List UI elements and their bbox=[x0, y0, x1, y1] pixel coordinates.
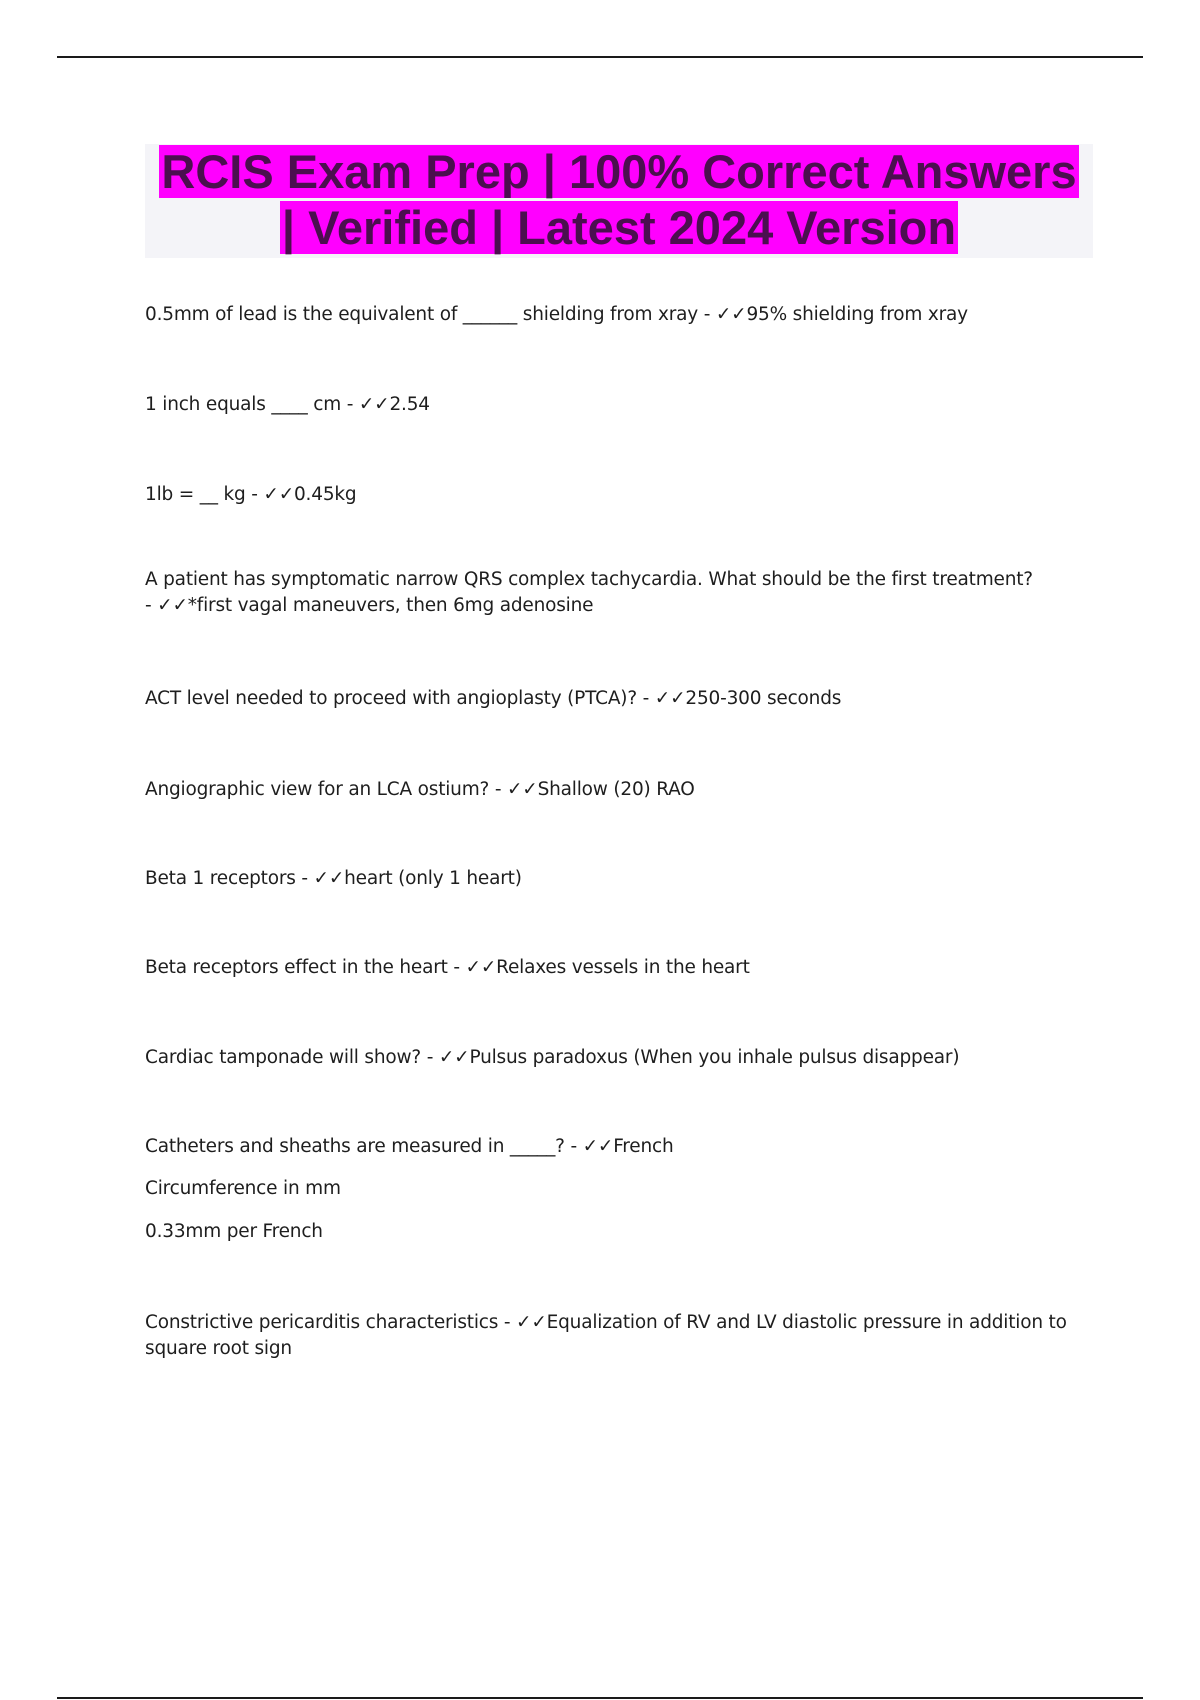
qa-text: Beta 1 receptors - ✓✓heart (only 1 heart) bbox=[145, 868, 522, 889]
qa-text: 1 inch equals ____ cm - ✓✓2.54 bbox=[145, 394, 430, 415]
qa-text: Constrictive pericarditis characteristics - ✓✓Equalization of RV and LV diastolic pressure in addition to square root sign bbox=[145, 1312, 1067, 1359]
qa-text: Cardiac tamponade will show? - ✓✓Pulsus paradoxus (When you inhale pulsus disappear) bbox=[145, 1047, 960, 1068]
qa-item bbox=[145, 686, 1095, 712]
document-title bbox=[145, 144, 1093, 258]
header-rule bbox=[57, 56, 1143, 58]
qa-text: Beta receptors effect in the heart - ✓✓Relaxes vessels in the heart bbox=[145, 957, 750, 978]
qa-text: A patient has symptomatic narrow QRS complex tachycardia. What should be the first treatment? - ✓✓*first vagal maneuvers, then 6mg adenosine bbox=[145, 569, 1033, 616]
qa-text: ACT level needed to proceed with angioplasty (PTCA)? - ✓✓250-300 seconds bbox=[145, 688, 842, 709]
qa-text: Catheters and sheaths are measured in _____? - ✓✓French bbox=[145, 1136, 674, 1157]
qa-item bbox=[145, 777, 1095, 803]
qa-item bbox=[145, 1134, 1095, 1245]
qa-item bbox=[145, 1310, 1080, 1362]
qa-item bbox=[145, 302, 1095, 328]
qa-item bbox=[145, 955, 1095, 981]
qa-text: 0.5mm of lead is the equivalent of ______ shielding from xray - ✓✓95% shielding from xray bbox=[145, 304, 968, 325]
qa-item bbox=[145, 567, 1045, 619]
qa-note: 0.33mm per French bbox=[145, 1221, 323, 1242]
qa-note: Circumference in mm bbox=[145, 1178, 341, 1199]
qa-item bbox=[145, 866, 1095, 892]
title-line-1: RCIS Exam Prep | 100% Correct Answers bbox=[161, 145, 1077, 198]
title-line-2: | Verified | Latest 2024 Version bbox=[281, 201, 957, 254]
qa-text: Angiographic view for an LCA ostium? - ✓✓Shallow (20) RAO bbox=[145, 779, 695, 800]
footer-rule bbox=[57, 1697, 1143, 1699]
qa-text: 1lb = __ kg - ✓✓0.45kg bbox=[145, 484, 357, 505]
qa-item bbox=[145, 1045, 1095, 1071]
qa-item bbox=[145, 482, 1095, 508]
qa-item bbox=[145, 392, 1095, 418]
